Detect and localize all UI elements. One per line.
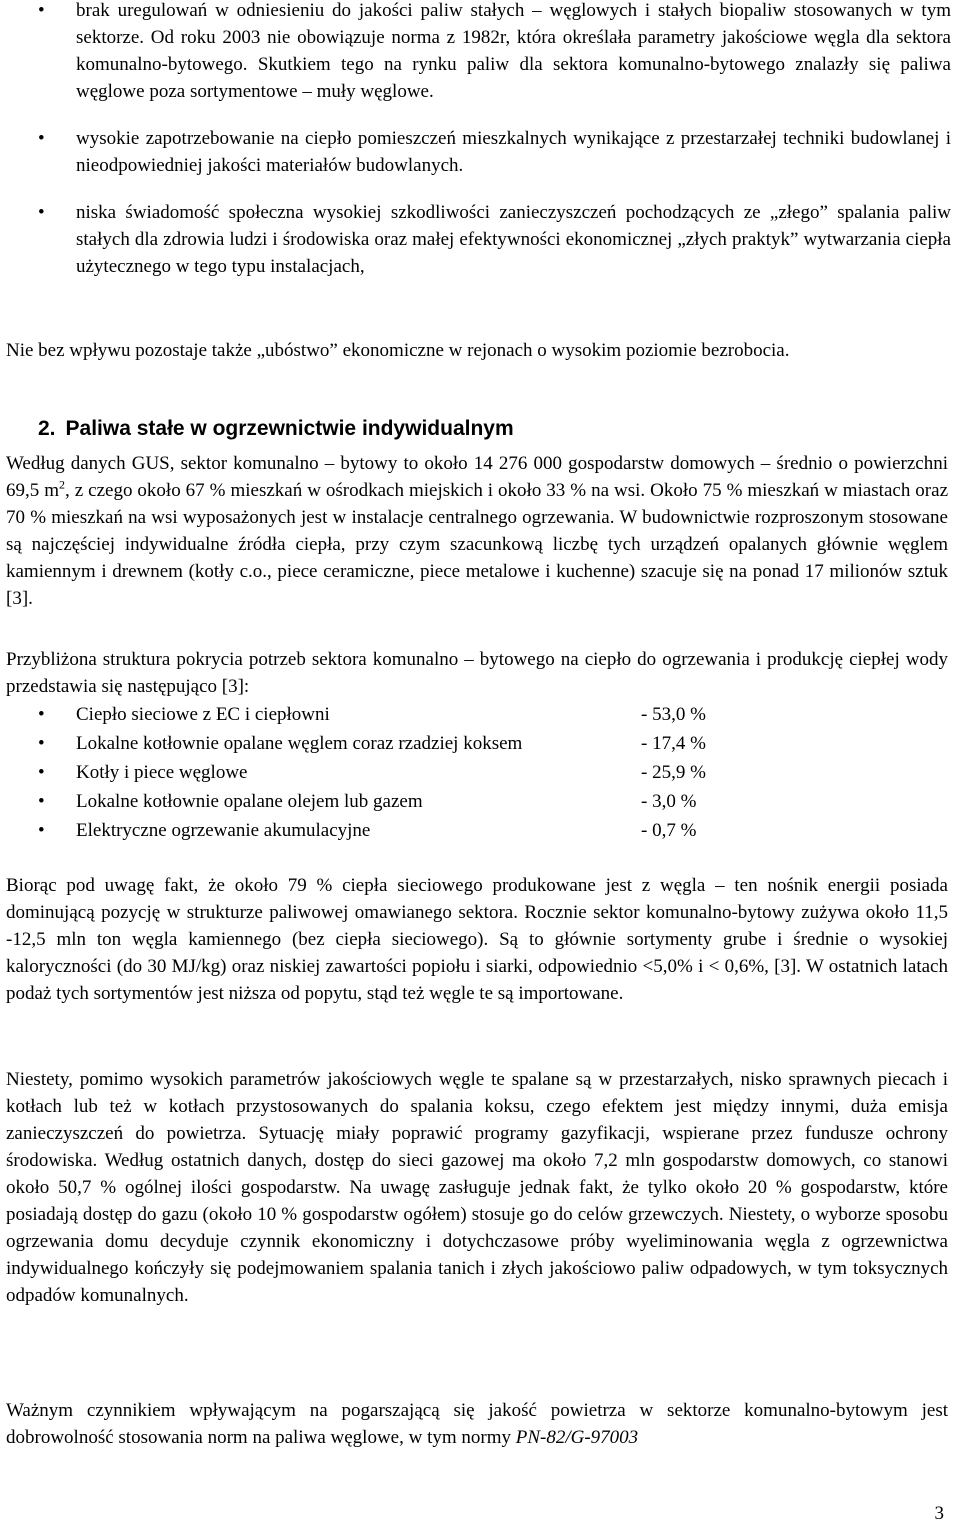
section-title: Paliwa stałe w ogrzewnictwie indywidualnym xyxy=(65,417,514,440)
list-item xyxy=(6,729,766,758)
heat-source-label: Ciepło sieciowe z EC i ciepłowni xyxy=(76,704,330,725)
bullet-icon: • xyxy=(38,762,45,783)
list-item xyxy=(6,758,766,787)
list-item xyxy=(6,787,766,816)
paragraph-poverty: Nie bez wpływu pozostaje także „ubóstwo” ekonomiczne w rejonach o wysokim poziomie bezrobocia. xyxy=(6,340,790,361)
bullet-icon: • xyxy=(38,0,45,21)
heat-source-value: - 53,0 % xyxy=(641,704,706,725)
list-item xyxy=(6,700,766,729)
page-number: 3 xyxy=(934,1503,944,1524)
bullet-icon: • xyxy=(38,791,45,812)
bullet-icon: • xyxy=(38,820,45,841)
norm-reference: PN-82/G-97003 xyxy=(515,1427,639,1448)
list-item xyxy=(6,125,951,179)
heat-source-value: - 17,4 % xyxy=(641,733,706,754)
heat-source-value: - 0,7 % xyxy=(641,820,697,841)
paragraph-gus-text: Według danych GUS, sektor komunalno – bytowy to około 14 276 000 gospodarstw domowych – średnio o powierzchni 69,5 m xyxy=(6,453,948,501)
list-item-text: brak uregulowań w odniesieniu do jakości paliw stałych – węglowych i stałych biopaliw stosowanych w tym sektorze. Od roku 2003 nie obowiązuje norma z 1982r, która określała parametry jakościowe węgla dla sektora komunalno-bytowego. Skutkiem tego na rynku paliw dla sektora komunalno-bytowego znalazły się paliwa węglowe poza sortymentowe – muły węglowe. xyxy=(76,0,951,102)
heat-source-label: Lokalne kotłownie opalane węglem coraz rzadziej koksem xyxy=(76,733,523,754)
heat-source-value: - 3,0 % xyxy=(641,791,697,812)
paragraph-norms-text: Ważnym czynnikiem wpływającym na pogarszającą się jakość powietrza w sektorze komunalno-bytowym jest dobrowolność stosowania norm na paliwa węglowe, w tym normy xyxy=(6,1400,948,1448)
heat-source-label: Lokalne kotłownie opalane olejem lub gazem xyxy=(76,791,423,812)
heat-source-value: - 25,9 % xyxy=(641,762,706,783)
paragraph-gus-statistics xyxy=(6,450,948,612)
paragraph-gus-text-cont: , z czego około 67 % mieszkań w ośrodkach miejskich i około 33 % na wsi. Około 75 % mieszkań w miastach oraz 70 % mieszkań na wsi wyposażonych jest w instalacje centralnego ogrzewania. W budownictwie rozproszonym stosowane są najczęściej indywidualne źródła ciepła, przy czym szacunkową liczbę tych urządzeń opalanych głównie węglem kamiennym i drewnem (kotły c.o., piece ceramiczne, piece metalowe i kuchenne) szacuje się na ponad 17 milionów sztuk [3]. xyxy=(6,480,949,609)
section-number: 2. xyxy=(38,417,56,440)
paragraph-coal-usage: Biorąc pod uwagę fakt, że około 79 % ciepła sieciowego produkowane jest z węgla – ten nośnik energii posiada dominującą pozycję w strukturze paliwowej omawianego sektora. Rocznie sektor komunalno-bytowy zużywa około 11,5 -12,5 mln ton węgla kamiennego (bez ciepła sieciowego). Są to głównie sortymenty grube i średnie o wysokiej kaloryczności (do 30 MJ/kg) oraz niskiej zawartości popiołu i siarki, odpowiednio <5,0% i < 0,6%, [3]. W ostatnich latach podaż tych sortymentów jest niższa od popytu, stąd też węgle te są importowane. xyxy=(6,875,948,1004)
list-item-text: niska świadomość społeczna wysokiej szkodliwości zanieczyszczeń pochodzących ze „złego” spalania paliw stałych dla zdrowia ludzi i środowiska oraz małej efektywności ekonomicznej „złych praktyk” wytwarzania ciepła użytecznego w tego typu instalacjach, xyxy=(76,202,951,277)
list-item xyxy=(6,816,766,845)
list-item-text: wysokie zapotrzebowanie na ciepło pomieszczeń mieszkalnych wynikające z przestarzałej techniki budowlanej i nieodpowiedniej jakości materiałów budowlanych. xyxy=(76,128,951,176)
list-item xyxy=(6,0,951,105)
superscript-exponent: 2 xyxy=(59,477,66,492)
heat-source-label: Kotły i piece węglowe xyxy=(76,762,248,783)
paragraph-norms xyxy=(6,1397,948,1451)
paragraph-gasification: Niestety, pomimo wysokich parametrów jakościowych węgle te spalane są w przestarzałych, nisko sprawnych piecach i kotłach lub też w kotłach przystosowanych do spalania koksu, czego efektem jest między innymi, duża emisja zanieczyszczeń do powietrza. Sytuację miały poprawić programy gazyfikacji, wspierane przez fundusze ochrony środowiska. Według ostatnich danych, dostęp do sieci gazowej ma około 7,2 mln gospodarstw domowych, co stanowi około 50,7 % ogólnej ilości gospodarstw. Na uwagę zasługuje jednak fakt, że tylko około 20 % gospodarstw, które posiadają dostęp do gazu (około 10 % gospodarstw ogółem) stosuje go do celów grzewczych. Niestety, o wyborze sposobu ogrzewania domu decyduje czynnik ekonomiczny i dotychczasowe próby wyeliminowania węgla z ogrzewnictwa indywidualnego kończyły się podejmowaniem spalania tanich i złych jakościowo paliw odpadowych, w tym toksycznych odpadów komunalnych. xyxy=(6,1069,948,1306)
bullet-icon: • xyxy=(38,128,45,149)
bullet-list-causes xyxy=(6,0,951,280)
paragraph-structure-intro: Przybliżona struktura pokrycia potrzeb sektora komunalno – bytowego na ciepło do ogrzewania i produkcję ciepłej wody przedstawia się następująco [3]: xyxy=(6,649,948,697)
heat-source-label: Elektryczne ogrzewanie akumulacyjne xyxy=(76,820,371,841)
bullet-icon: • xyxy=(38,202,45,223)
list-item xyxy=(6,199,951,280)
heat-source-list xyxy=(6,700,766,845)
section-heading xyxy=(38,414,514,444)
bullet-icon: • xyxy=(38,704,45,725)
bullet-icon: • xyxy=(38,733,45,754)
